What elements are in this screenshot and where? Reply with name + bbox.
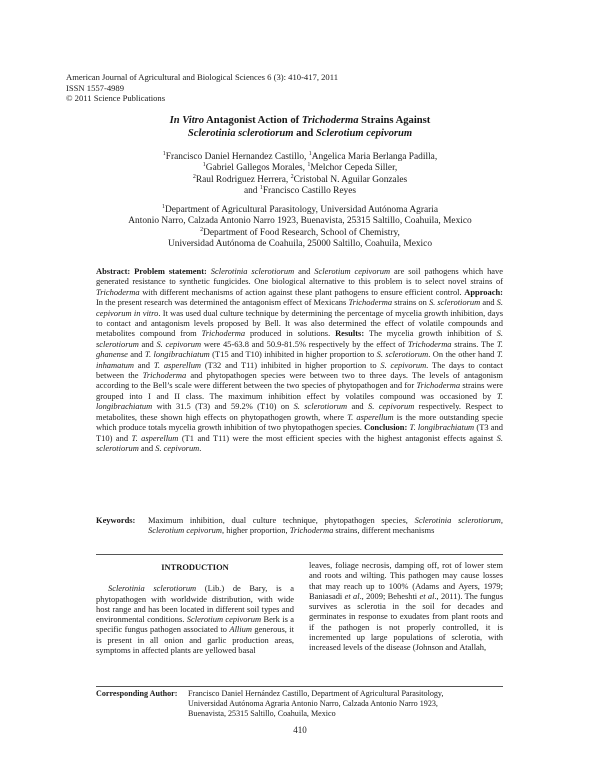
corresponding-line: Universidad Autónoma Agraria Antonio Narro, Calzada Antonio Narro 1923, xyxy=(188,698,438,708)
abstract-italic: S. sclerotiorum xyxy=(293,401,348,412)
intro-text: (Lib.) de Bary, is a phytopathogen with worldwide distribution, with wide host range and has been located in different soil types and environmental conditions. xyxy=(96,583,294,625)
abstract-text: strains on xyxy=(392,297,429,308)
abstract-italic: S. sclerotiorum xyxy=(428,297,481,308)
keywords-text: strains, different mechanisms xyxy=(333,525,435,536)
abstract-italic: T. asperellum xyxy=(347,411,394,422)
corresponding-line: Francisco Daniel Hernández Castillo, Department of Agricultural Parasitology, xyxy=(188,689,444,698)
intro-italic: et al xyxy=(344,590,360,601)
paper-title xyxy=(40,114,560,140)
author-sup: 1 xyxy=(259,184,263,191)
keywords-label: Keywords: xyxy=(96,515,136,525)
author-sup: 1 xyxy=(307,162,311,169)
abstract-text: with 31.5 (T3) and 59.2% (T10) on xyxy=(152,401,294,412)
abstract-text: and phytopathogen species were between two to three days. The levels of antagonism according to the Bell’s scale were different between the two species of phytopathogen and for xyxy=(96,370,503,391)
page-number: 410 xyxy=(293,725,307,735)
abstract-italic: T. ghanense xyxy=(96,338,503,360)
affiliation-line: Antonio Narro, Calzada Antonio Narro 1923, Buenavista, 25315 Saltillo, Coahuila, Mexico xyxy=(128,216,472,227)
abstract-text: . On the other hand xyxy=(428,349,497,360)
abstract-text: In the present research was determined the antagonism effect of Mexicans xyxy=(96,297,349,308)
author: Raul Rodriguez Herrera, xyxy=(195,174,291,185)
author: Francisco Daniel Hernandez Castillo, xyxy=(165,152,309,162)
abstract xyxy=(96,266,503,453)
intro-paragraph xyxy=(309,560,503,653)
author-sup: 1 xyxy=(308,150,312,157)
title-part: Strains Against xyxy=(358,115,431,126)
abstract-text: . xyxy=(199,442,202,453)
corresponding-author xyxy=(96,689,443,719)
abstract-italic: S. cepivorum xyxy=(155,442,200,453)
keywords-italic: Trichoderma xyxy=(289,525,334,536)
abstract-italic: Sclerotium cepivorum xyxy=(314,266,391,276)
intro-right-column xyxy=(309,560,503,653)
intro-paragraph xyxy=(96,583,294,655)
author: Angelica Maria Berlanga Padilla, xyxy=(311,152,438,162)
affiliation-line: Universidad Autónoma de Coahuila, 25000 Saltillo, Coahuila, Mexico xyxy=(167,238,433,249)
abstract-italic: Trichoderma xyxy=(201,328,246,339)
intro-italic: et al xyxy=(419,590,435,601)
title-part: and xyxy=(293,128,316,139)
abstract-text: The mycelia growth inhibition of xyxy=(364,328,497,339)
intro-italic: Sclerotinia sclerotiorum xyxy=(108,583,197,594)
abstract-italic: S. sclerotiorum xyxy=(96,328,503,349)
abstract-italic: S. sclerotiorum xyxy=(376,349,429,360)
affiliations xyxy=(40,205,560,250)
abstract-text: with different mechanisms of action against these plant pathogens to ensure efficient control. xyxy=(139,286,465,297)
author-list xyxy=(40,152,560,197)
abstract-italic: S. sclerotiorum xyxy=(96,432,503,453)
abstract-italic: S. cepivorum xyxy=(156,338,202,349)
abstract-text: . It was used dual culture technique by determining the percentage of mycelia growth inhibition, days to contact and antagonism levels proposed by Bell. It was also determined the effect of volatile compounds and metabolites compound from xyxy=(96,307,503,339)
author: Francisco Castillo Reyes xyxy=(262,185,357,196)
intro-text: ., 2011). The fungus survives as sclerotia in the soil for decades and germinates in response to exudates from plant roots and if the pathogen is not properly controlled, it is incremented up large populations of sclerotia, with increased levels of the disease (Johnson and Atallah, xyxy=(309,590,504,653)
abstract-italic: T. asperellum xyxy=(153,359,202,370)
abstract-italic: T. asperellum xyxy=(131,432,179,443)
author: Gabriel Gallegos Morales, xyxy=(205,163,308,174)
author-conjunction: and xyxy=(243,185,260,196)
abstract-italic: Trichoderma xyxy=(96,286,140,297)
author-sup: 1 xyxy=(202,162,206,169)
author-sup: 1 xyxy=(162,150,166,157)
abstract-text: (T3 and T10) and xyxy=(96,422,503,443)
abstract-text: and xyxy=(138,338,157,349)
title-part: Trichoderma xyxy=(301,115,359,126)
affil-sup: 1 xyxy=(161,203,165,210)
footnote-divider xyxy=(96,686,503,687)
abstract-text: produced in solutions. xyxy=(245,328,336,339)
keywords xyxy=(96,515,503,536)
section-divider xyxy=(96,554,503,555)
intro-left-column xyxy=(96,562,294,655)
affiliation-line: Department of Food Research, School of Chemistry, xyxy=(203,227,400,238)
intro-text: Berk is a specific fungus pathogen associated to xyxy=(96,614,295,635)
abstract-italic: S. cepivorum in vitro xyxy=(96,297,503,318)
keywords-text: Maximum inhibition, dual culture technique, phytopathogen species, xyxy=(148,515,415,525)
abstract-text: (T1 and T11) were the most efficient species with the highest antagonist effects against xyxy=(178,432,497,443)
abstract-text: were 45-63.8 and 50.9-81.5% respectively by the effect of xyxy=(201,338,408,349)
abstract-text: . The days to contact between the xyxy=(96,359,503,381)
intro-text: ., 2009; Beheshti xyxy=(359,590,420,601)
abstract-italic: T. longibrachiatum xyxy=(409,422,475,433)
abstract-text: strains were grouped into I and II class. The maximum inhibition effect by volatiles compound was occasioned by xyxy=(96,380,503,401)
approach-label: Approach: xyxy=(464,286,503,297)
corresponding-author-label: Corresponding Author: xyxy=(96,689,178,698)
problem-statement-label: Problem statement: xyxy=(134,266,207,276)
abstract-text: and xyxy=(294,266,315,276)
abstract-text: (T15 and T10) inhibited in higher proportion to xyxy=(209,349,377,360)
abstract-text: and xyxy=(480,297,497,308)
abstract-text: is the more outstanding specie which produce totals mycelia growth inhibition of two phytopathogen species. xyxy=(96,411,503,433)
abstract-text: strains. The xyxy=(451,338,497,349)
abstract-italic: T. longibrachiatum xyxy=(144,349,210,360)
abstract-text: respectively. Respect to metabolites, these shown high effects on phytopathogen growth, where xyxy=(96,401,504,422)
abstract-text: (T32 and T11) inhibited in higher proportion to xyxy=(201,359,381,370)
keywords-italic: Sclerotinia sclerotiorum, Sclerotium cepivorum xyxy=(148,515,503,536)
abstract-italic: T. longibrachiatum xyxy=(96,390,503,412)
intro-heading: INTRODUCTION xyxy=(161,562,229,572)
author-sup: 2 xyxy=(192,173,196,180)
abstract-italic: S. cepivorum xyxy=(380,359,427,370)
journal-copyright: © 2011 Science Publications xyxy=(66,93,166,103)
keywords-text: , higher proportion, xyxy=(221,525,290,536)
abstract-text: are soil pathogens which have generated resistance to synthetic fungicides. One biological alternative to this problem is to select novel strains of xyxy=(96,266,504,287)
author: Cristobal N. Aguilar Gonzales xyxy=(293,174,408,185)
title-part: Sclerotinia sclerotiorum xyxy=(187,128,294,139)
abstract-italic: Trichoderma xyxy=(348,297,393,308)
abstract-text: and xyxy=(133,359,154,370)
title-part: In Vitro xyxy=(169,115,205,126)
corresponding-line: Buenavista, 25315 Saltillo, Coahuila, Mexico xyxy=(188,708,336,718)
intro-text: leaves, foliage necrosis, damping off, rot of lower stem and roots and wilting. This pathogen may cause losses that may reach up to 100% (Adams and Ayers, 1979; Baniasadi xyxy=(309,560,503,601)
abstract-italic: Trichoderma xyxy=(407,338,452,349)
intro-italic: Sclerotium cepivorum xyxy=(186,614,262,625)
abstract-italic: Trichoderma xyxy=(142,370,187,381)
affiliation-line: Department of Agricultural Parasitology, Universidad Autónoma Agraria xyxy=(164,205,439,215)
abstract-label: Abstract: xyxy=(96,266,131,276)
author: Melchor Cepeda Siller, xyxy=(310,163,398,174)
abstract-italic: S. cepivorum xyxy=(368,401,415,412)
abstract-italic: T. inhamatum xyxy=(96,349,503,370)
intro-text: generous, it is present in all onion and garlic production areas, symptoms in affected plants are yellowed basal xyxy=(96,624,294,656)
journal-issn: ISSN 1557-4989 xyxy=(66,82,125,93)
journal-header xyxy=(66,72,338,104)
abstract-italic: Trichoderma xyxy=(416,380,461,391)
title-part: Sclerotium cepivorum xyxy=(315,128,413,139)
abstract-text: and xyxy=(347,401,368,412)
title-part: Antagonist Action of xyxy=(204,115,302,126)
affil-sup: 2 xyxy=(200,226,204,233)
abstract-text: and xyxy=(127,349,145,360)
intro-italic: Allium xyxy=(229,624,252,635)
conclusion-label: Conclusion: xyxy=(364,422,408,433)
journal-citation: American Journal of Agricultural and Biological Sciences 6 (3): 410-417, 2011 xyxy=(66,72,338,82)
abstract-text: and xyxy=(138,442,156,453)
abstract-italic: Sclerotinia sclerotiorum xyxy=(210,266,295,276)
results-label: Results: xyxy=(335,328,365,339)
author-sup: 2 xyxy=(290,173,294,180)
